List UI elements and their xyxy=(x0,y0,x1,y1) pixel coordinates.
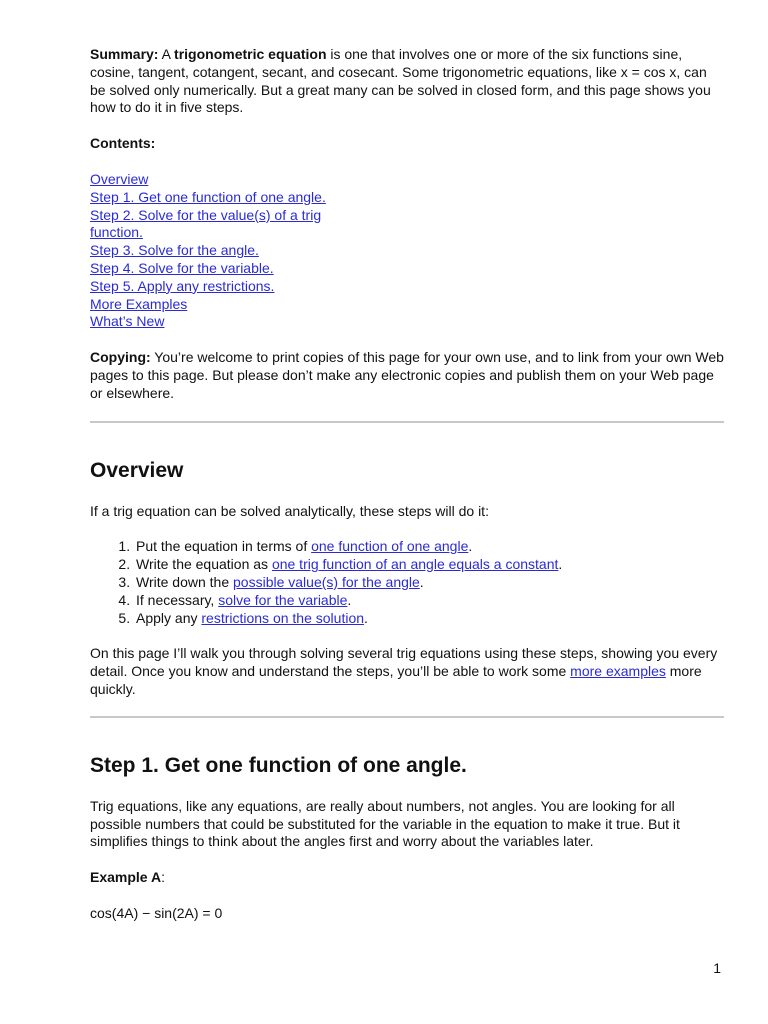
overview-steps-list xyxy=(90,538,724,627)
step-1-heading: Step 1. Get one function of one angle. xyxy=(90,753,467,777)
summary-term: trigonometric equation xyxy=(174,46,327,62)
copying-text: You’re welcome to print copies of this page for your own use, and to link from your own Web pages to this page. But please don’t make any electronic copies and publish them on your Web page or elsewhere. xyxy=(90,349,724,401)
walkthrough-text: On this page I’ll walk you through solving several trig equations using these steps, showing you every detail. Once you know and understand the steps, you’ll be able to work some xyxy=(90,645,718,680)
walkthrough-end: more quickly. xyxy=(90,663,702,697)
step-1-link[interactable]: one function of one angle xyxy=(311,538,469,555)
toc-link-step-5[interactable]: Step 5. Apply any restrictions. xyxy=(90,277,275,294)
step-3-text: Write down the xyxy=(136,573,234,590)
more-examples-link[interactable]: more examples xyxy=(570,663,666,680)
step-3-period: . xyxy=(419,573,424,590)
toc-link-step-1[interactable]: Step 1. Get one function of one angle. xyxy=(90,188,326,205)
step-1-text: Put the equation in terms of xyxy=(136,538,312,555)
step-3-link[interactable]: possible value(s) for the angle xyxy=(233,573,420,590)
step-2-text: Write the equation as xyxy=(136,556,272,573)
example-colon: : xyxy=(161,869,165,886)
section-divider-1 xyxy=(90,421,724,423)
example-a-label xyxy=(90,869,724,887)
overview-step-4 xyxy=(134,592,724,610)
summary-text-2: is one that involves one or more of the six functions sine, cosine, tangent, cotangent, secant, and cosecant. Some trigonometric equations, like x = cos x, can be solved only numerically. But a great many can be solved in closed form, and this page shows you how to do it in five steps. xyxy=(90,46,711,116)
overview-step-2 xyxy=(134,556,724,574)
toc-link-step-2[interactable]: Step 2. Solve for the value(s) of a trig function. xyxy=(90,206,322,241)
step-4-text: If necessary, xyxy=(136,591,219,608)
document-page xyxy=(90,46,724,923)
toc-link-more-examples[interactable]: More Examples xyxy=(90,295,188,312)
step-1-period: . xyxy=(468,538,473,555)
table-of-contents xyxy=(90,171,724,331)
step-5-link[interactable]: restrictions on the solution xyxy=(201,609,365,626)
step-5-period: . xyxy=(364,609,368,626)
contents-heading xyxy=(90,135,724,153)
section-divider-2 xyxy=(90,716,724,718)
step-4-link[interactable]: solve for the variable xyxy=(218,591,348,608)
overview-step-3 xyxy=(134,574,724,592)
overview-walkthrough-paragraph xyxy=(90,645,724,698)
toc-link-step-4[interactable]: Step 4. Solve for the variable. xyxy=(90,259,274,276)
overview-step-5 xyxy=(134,610,724,628)
summary-text-1: A xyxy=(158,46,175,62)
page-number: 1 xyxy=(713,960,721,976)
example-a-equation: cos(4A) − sin(2A) = 0 xyxy=(90,904,223,921)
contents-label: Contents: xyxy=(90,135,156,152)
overview-heading: Overview xyxy=(90,458,184,482)
copying-paragraph xyxy=(90,349,724,402)
toc-link-overview[interactable]: Overview xyxy=(90,170,149,187)
overview-step-1 xyxy=(134,538,724,556)
example-label: Example A xyxy=(90,869,162,886)
toc-link-whats-new[interactable]: What’s New xyxy=(90,313,165,330)
step-2-link[interactable]: one trig function of an angle equals a constant xyxy=(271,556,559,573)
summary-paragraph xyxy=(90,46,724,117)
copying-label: Copying: xyxy=(90,349,151,366)
summary-label: Summary: xyxy=(90,46,159,62)
step-5-text: Apply any xyxy=(136,609,202,626)
step-4-period: . xyxy=(347,591,352,608)
toc-link-step-3[interactable]: Step 3. Solve for the angle. xyxy=(90,242,259,259)
overview-intro: If a trig equation can be solved analytically, these steps will do it: xyxy=(90,502,489,519)
step-1-paragraph: Trig equations, like any equations, are really about numbers, not angles. You are looking for all possible numbers that could be substituted for the variable in the equation to make it true. But it simplifies things to think about the angles first and worry about the variables later. xyxy=(90,797,680,850)
step-2-period: . xyxy=(558,556,563,573)
